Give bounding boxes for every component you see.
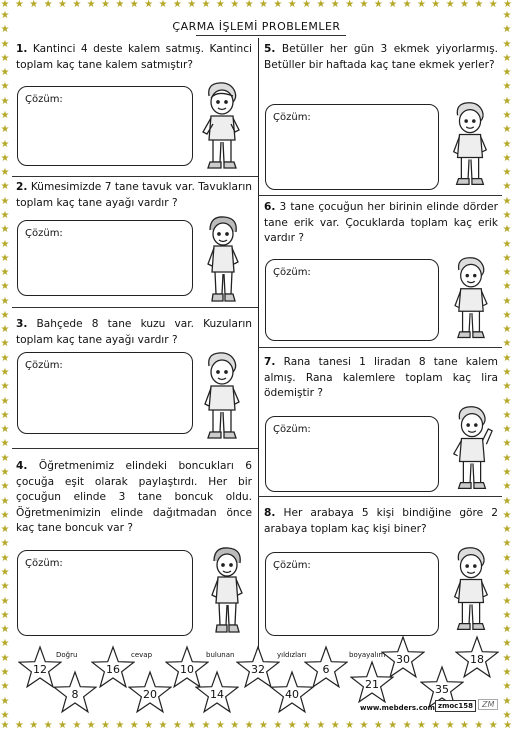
border-star-icon: ★ (0, 395, 10, 407)
star-word: bulunan (206, 651, 235, 659)
border-star-icon: ★ (502, 681, 512, 693)
border-star-icon: ★ (0, 581, 10, 593)
solution-box-7[interactable] (265, 416, 439, 492)
border-star-icon: ★ (86, 720, 96, 731)
border-star-icon: ★ (0, 338, 10, 350)
border-star-icon: ★ (502, 52, 512, 64)
solution-label: Çözüm: (25, 360, 63, 371)
border-star-icon: ★ (14, 720, 24, 731)
border-star-icon: ★ (0, 224, 10, 236)
border-star-icon: ★ (502, 467, 512, 478)
border-star-icon: ★ (0, 10, 10, 21)
border-star-icon: ★ (101, 720, 110, 731)
border-star-icon: ★ (0, 95, 10, 107)
border-star-icon: ★ (273, 0, 283, 10)
separator (12, 176, 258, 177)
border-star-icon: ★ (0, 352, 10, 364)
border-star-icon: ★ (502, 624, 512, 636)
question-1: 1. Kantinci 4 deste kalem satmış. Kantinci toplam kaç tane kalem satmıştır? (16, 43, 252, 71)
border-star-icon: ★ (57, 0, 67, 10)
question-7: 7. Rana tanesi 1 liradan 8 tane kalem almış. Rana kalemlere toplam kaç lira ödemiştir ? (264, 356, 498, 399)
separator (12, 448, 258, 449)
boy-illustration (197, 350, 247, 446)
border-star-icon: ★ (0, 438, 10, 450)
border-star-icon: ★ (445, 720, 455, 731)
border-star-icon: ★ (0, 638, 10, 650)
border-star-icon: ★ (460, 720, 469, 731)
star-number: 18 (470, 653, 484, 666)
border-star-icon: ★ (502, 309, 512, 321)
border-star-icon: ★ (330, 720, 340, 731)
border-star-icon: ★ (445, 0, 455, 10)
boy-illustration (447, 404, 497, 496)
star-number: 10 (180, 663, 194, 676)
question-4: 4. Öğretmenimiz elindeki boncukları 6 çocuğa eşit olarak paylaştırdı. Her bir çocuğun elinde 3 tane boncuk oldu. Öğretmenimizin elinde dağıtmadan önce kaç tane boncuk var ? (16, 460, 252, 534)
border-star-icon: ★ (502, 109, 512, 121)
footer-site: www.mebders.com (360, 704, 435, 712)
border-star-icon: ★ (0, 138, 10, 150)
solution-label: Çözüm: (273, 424, 311, 435)
border-star-icon: ★ (502, 609, 512, 621)
border-star-icon: ★ (373, 0, 383, 10)
border-star-icon: ★ (0, 609, 10, 621)
border-star-icon: ★ (215, 0, 225, 10)
border-star-icon: ★ (158, 720, 168, 731)
border-star-icon: ★ (0, 324, 10, 336)
question-8: 8. Her arabaya 5 kişi bindiğine göre 2 arabaya toplam kaç kişi biner? (264, 507, 498, 535)
border-star-icon: ★ (0, 167, 10, 179)
border-star-icon: ★ (502, 524, 512, 536)
border-star-icon: ★ (474, 720, 484, 731)
border-star-icon: ★ (402, 720, 412, 731)
border-star-icon: ★ (388, 720, 398, 731)
border-star-icon: ★ (129, 720, 139, 731)
border-star-icon: ★ (460, 0, 469, 10)
star-border-left (0, 11, 11, 721)
border-star-icon: ★ (287, 0, 297, 10)
solution-label: Çözüm: (273, 112, 311, 123)
border-star-icon: ★ (0, 452, 10, 464)
border-star-icon: ★ (172, 720, 182, 731)
border-star-icon: ★ (416, 720, 426, 731)
border-star-icon: ★ (0, 238, 10, 250)
star-number: 14 (210, 688, 224, 701)
star-number: 30 (396, 653, 410, 666)
star-number: 6 (322, 663, 330, 676)
border-star-icon: ★ (0, 152, 10, 164)
border-star-icon: ★ (502, 495, 512, 507)
solution-box-1[interactable] (17, 86, 193, 166)
border-star-icon: ★ (0, 467, 10, 478)
border-star-icon: ★ (0, 552, 10, 564)
star-number: 16 (106, 663, 120, 676)
border-star-icon: ★ (502, 195, 512, 207)
border-star-icon: ★ (502, 538, 512, 550)
border-star-icon: ★ (0, 109, 10, 121)
border-star-icon: ★ (0, 24, 10, 36)
border-star-icon: ★ (502, 367, 512, 379)
border-star-icon: ★ (273, 720, 283, 731)
border-star-icon: ★ (258, 720, 268, 731)
border-star-icon: ★ (258, 0, 268, 10)
border-star-icon: ★ (0, 52, 10, 64)
border-star-icon: ★ (502, 666, 512, 678)
border-star-icon: ★ (302, 720, 312, 731)
border-star-icon: ★ (502, 352, 512, 364)
answer-star[interactable] (53, 670, 97, 714)
border-star-icon: ★ (0, 666, 10, 678)
border-star-icon: ★ (0, 709, 10, 721)
question-5: 5. Betüller her gün 3 ekmek yiyorlarmış. Betüller bir haftada kaç tane ekmek yerler? (264, 43, 498, 71)
border-star-icon: ★ (388, 0, 398, 10)
question-3: 3. Bahçede 8 tane kuzu var. Kuzuların toplam kaç tane ayağı vardır ? (16, 318, 252, 346)
solution-box-6[interactable] (265, 259, 439, 341)
border-star-icon: ★ (502, 152, 512, 164)
border-star-icon: ★ (502, 167, 512, 179)
border-star-icon: ★ (502, 95, 512, 107)
footer-logo: ZM (478, 699, 498, 710)
border-star-icon: ★ (158, 0, 168, 10)
border-star-icon: ★ (72, 720, 82, 731)
border-star-icon: ★ (0, 595, 10, 607)
solution-box-2[interactable] (17, 220, 193, 296)
border-star-icon: ★ (0, 566, 10, 578)
border-star-icon: ★ (502, 381, 512, 393)
border-star-icon: ★ (474, 0, 484, 10)
border-star-icon: ★ (502, 395, 512, 407)
solution-box-8[interactable] (265, 552, 439, 636)
border-star-icon: ★ (187, 0, 197, 10)
answer-star[interactable] (270, 670, 314, 714)
border-star-icon: ★ (187, 720, 197, 731)
border-star-icon: ★ (502, 452, 512, 464)
border-star-icon: ★ (43, 0, 53, 10)
border-star-icon: ★ (359, 0, 369, 10)
border-star-icon: ★ (502, 281, 512, 293)
solution-label: Çözüm: (273, 560, 311, 571)
border-star-icon: ★ (0, 695, 10, 707)
border-star-icon: ★ (502, 224, 512, 236)
solution-box-5[interactable] (265, 104, 439, 190)
star-border-top (0, 0, 513, 11)
border-star-icon: ★ (0, 124, 10, 136)
border-star-icon: ★ (0, 0, 10, 10)
answer-star[interactable] (128, 670, 172, 714)
border-star-icon: ★ (0, 424, 10, 436)
border-star-icon: ★ (0, 367, 10, 379)
border-star-icon: ★ (0, 481, 10, 493)
boy-illustration (445, 100, 495, 192)
border-star-icon: ★ (502, 267, 512, 279)
border-star-icon: ★ (86, 0, 96, 10)
star-number: 12 (33, 663, 47, 676)
star-word: Doğru (56, 651, 78, 659)
border-star-icon: ★ (0, 509, 10, 521)
border-star-icon: ★ (502, 209, 512, 221)
border-star-icon: ★ (502, 509, 512, 521)
solution-box-4[interactable] (17, 550, 193, 636)
border-star-icon: ★ (502, 324, 512, 336)
border-star-icon: ★ (502, 252, 512, 264)
border-star-icon: ★ (201, 0, 211, 10)
border-star-icon: ★ (144, 720, 154, 731)
border-star-icon: ★ (0, 524, 10, 536)
solution-box-3[interactable] (17, 352, 193, 434)
border-star-icon: ★ (502, 138, 512, 150)
answer-star[interactable] (195, 670, 239, 714)
border-star-icon: ★ (0, 309, 10, 321)
border-star-icon: ★ (502, 566, 512, 578)
border-star-icon: ★ (330, 0, 340, 10)
border-star-icon: ★ (0, 267, 10, 279)
solution-label: Çözüm: (25, 558, 63, 569)
girl-illustration (202, 214, 244, 310)
border-star-icon: ★ (230, 0, 240, 10)
border-star-icon: ★ (502, 38, 512, 50)
girl-illustration (205, 545, 249, 641)
answer-star[interactable] (350, 660, 394, 704)
border-star-icon: ★ (502, 552, 512, 564)
border-star-icon: ★ (502, 409, 512, 421)
border-star-icon: ★ (0, 252, 10, 264)
star-number: 8 (71, 688, 79, 701)
star-border-bottom (0, 721, 513, 732)
border-star-icon: ★ (502, 81, 512, 93)
border-star-icon: ★ (0, 209, 10, 221)
star-number: 20 (143, 688, 157, 701)
border-star-icon: ★ (502, 695, 512, 707)
border-star-icon: ★ (215, 720, 225, 731)
border-star-icon: ★ (57, 720, 67, 731)
border-star-icon: ★ (302, 0, 312, 10)
border-star-icon: ★ (502, 181, 512, 193)
boy-illustration (446, 545, 496, 637)
star-word: yıldızları (277, 651, 307, 659)
border-star-icon: ★ (373, 720, 383, 731)
border-star-icon: ★ (201, 720, 211, 731)
solution-label: Çözüm: (25, 228, 63, 239)
star-word: boyayalım (349, 651, 386, 659)
border-star-icon: ★ (431, 0, 441, 10)
footer-code: zmoc158 (435, 700, 476, 712)
border-star-icon: ★ (230, 720, 240, 731)
border-star-icon: ★ (502, 438, 512, 450)
column-divider (258, 38, 259, 648)
border-star-icon: ★ (0, 538, 10, 550)
border-star-icon: ★ (502, 295, 512, 307)
border-star-icon: ★ (503, 0, 513, 10)
border-star-icon: ★ (0, 381, 10, 393)
border-star-icon: ★ (144, 0, 154, 10)
border-star-icon: ★ (0, 624, 10, 636)
separator (258, 347, 502, 348)
border-star-icon: ★ (0, 681, 10, 693)
border-star-icon: ★ (502, 652, 512, 664)
border-star-icon: ★ (115, 0, 125, 10)
border-star-icon: ★ (345, 0, 355, 10)
border-star-icon: ★ (488, 720, 498, 731)
solution-label: Çözüm: (25, 94, 63, 105)
question-6: 6. 3 tane çocuğun her birinin elinde dörder tane erik var. Çocuklarda toplam kaç erik vardır ? (264, 201, 498, 244)
star-number: 32 (251, 663, 265, 676)
border-star-icon: ★ (72, 0, 82, 10)
border-star-icon: ★ (502, 709, 512, 721)
border-star-icon: ★ (503, 720, 513, 731)
border-star-icon: ★ (502, 581, 512, 593)
border-star-icon: ★ (0, 38, 10, 50)
border-star-icon: ★ (0, 295, 10, 307)
border-star-icon: ★ (244, 720, 254, 731)
border-star-icon: ★ (129, 0, 139, 10)
star-border-right (502, 11, 513, 721)
border-star-icon: ★ (244, 0, 254, 10)
page-title: ÇARMA İŞLEMİ PROBLEMLER (172, 20, 341, 33)
border-star-icon: ★ (431, 720, 441, 731)
border-star-icon: ★ (502, 481, 512, 493)
border-star-icon: ★ (29, 720, 39, 731)
border-star-icon: ★ (402, 0, 412, 10)
border-star-icon: ★ (316, 0, 326, 10)
title-underline (196, 35, 346, 36)
border-star-icon: ★ (488, 0, 498, 10)
border-star-icon: ★ (502, 24, 512, 36)
star-number: 21 (365, 678, 379, 691)
separator (258, 195, 502, 196)
border-star-icon: ★ (115, 720, 125, 731)
border-star-icon: ★ (0, 409, 10, 421)
border-star-icon: ★ (0, 181, 10, 193)
border-star-icon: ★ (345, 720, 355, 731)
border-star-icon: ★ (14, 0, 24, 10)
border-star-icon: ★ (0, 195, 10, 207)
border-star-icon: ★ (43, 720, 53, 731)
star-word: cevap (131, 651, 153, 659)
border-star-icon: ★ (0, 495, 10, 507)
border-star-icon: ★ (101, 0, 110, 10)
border-star-icon: ★ (0, 720, 10, 731)
border-star-icon: ★ (287, 720, 297, 731)
star-number: 35 (435, 683, 449, 696)
border-star-icon: ★ (502, 638, 512, 650)
solution-label: Çözüm: (273, 267, 311, 278)
border-star-icon: ★ (316, 720, 326, 731)
border-star-icon: ★ (416, 0, 426, 10)
border-star-icon: ★ (502, 338, 512, 350)
border-star-icon: ★ (172, 0, 182, 10)
border-star-icon: ★ (0, 67, 10, 79)
question-2: 2. Kümesimizde 7 tane tavuk var. Tavukların toplam kaç tane ayağı vardır ? (16, 181, 252, 209)
border-star-icon: ★ (502, 124, 512, 136)
boy-illustration (197, 80, 247, 176)
star-number: 40 (285, 688, 299, 701)
border-star-icon: ★ (502, 10, 512, 21)
border-star-icon: ★ (0, 281, 10, 293)
border-star-icon: ★ (502, 595, 512, 607)
border-star-icon: ★ (0, 652, 10, 664)
border-star-icon: ★ (502, 67, 512, 79)
border-star-icon: ★ (29, 0, 39, 10)
border-star-icon: ★ (0, 81, 10, 93)
boy-illustration (446, 255, 496, 345)
border-star-icon: ★ (502, 238, 512, 250)
separator (258, 496, 502, 497)
border-star-icon: ★ (502, 424, 512, 436)
border-star-icon: ★ (359, 720, 369, 731)
